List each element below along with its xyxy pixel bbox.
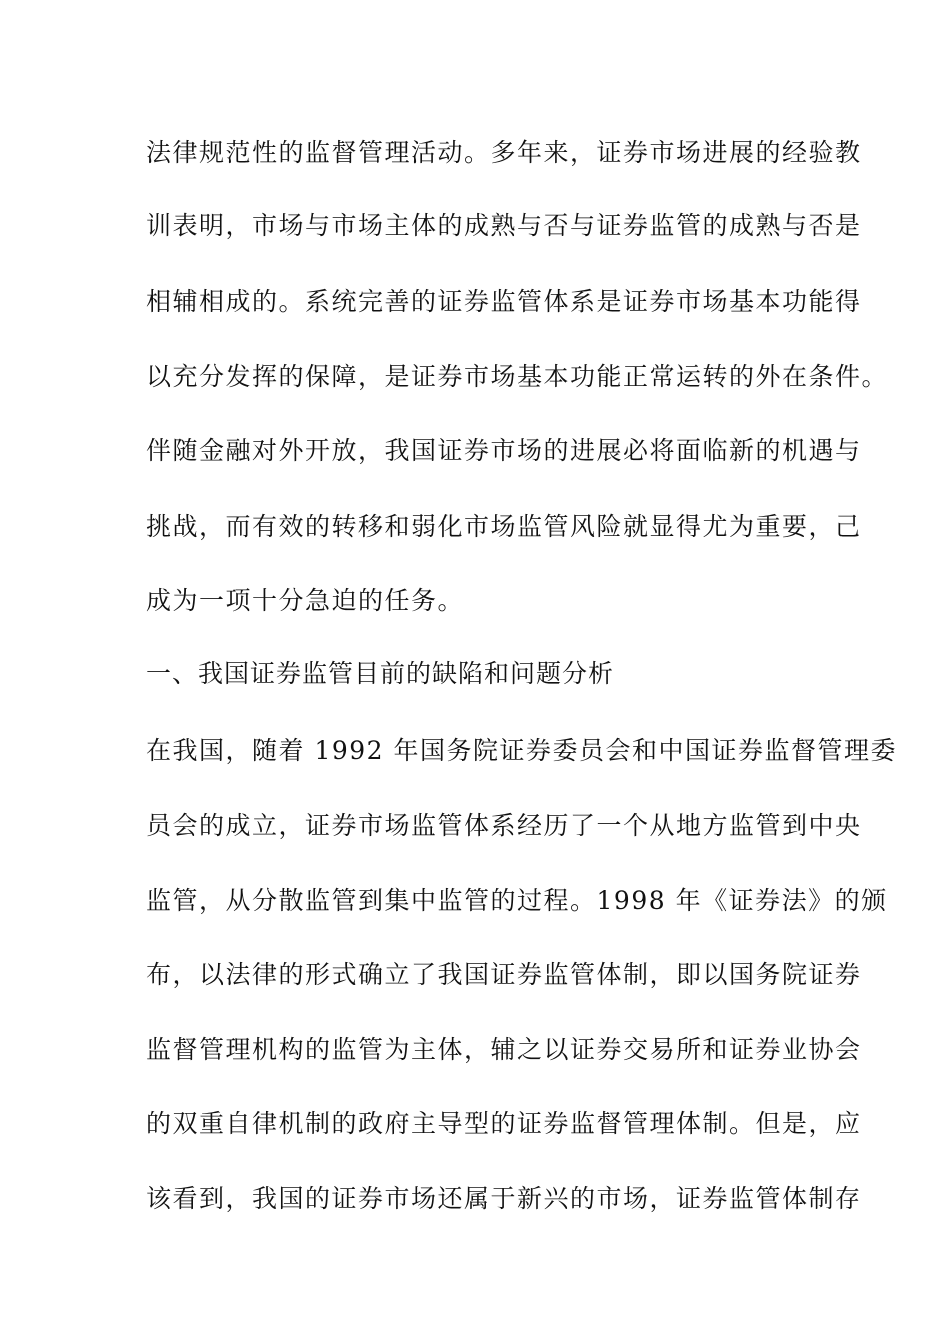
paragraph-line: 布，以法律的形式确立了我国证券监管体制，即以国务院证券 xyxy=(146,960,862,989)
paragraph-line: 伴随金融对外开放，我国证券市场的进展必将面临新的机遇与 xyxy=(146,436,862,465)
paragraph-line: 监管，从分散监管到集中监管的过程。1998 年《证券法》的颁 xyxy=(146,886,888,915)
paragraph-line: 的双重自律机制的政府主导型的证券监督管理体制。但是，应 xyxy=(146,1109,862,1138)
paragraph-line: 法律规范性的监督管理活动。多年来，证券市场进展的经验教 xyxy=(146,138,862,167)
section-heading: 一、我国证券监管目前的缺陷和问题分析 xyxy=(146,659,615,688)
paragraph-line: 挑战，而有效的转移和弱化市场监管风险就显得尤为重要，己 xyxy=(146,512,862,541)
paragraph-line: 以充分发挥的保障，是证券市场基本功能正常运转的外在条件。 xyxy=(146,362,889,391)
paragraph-line: 相辅相成的。系统完善的证券监管体系是证券市场基本功能得 xyxy=(146,287,862,316)
paragraph-line: 监督管理机构的监管为主体，辅之以证券交易所和证券业协会 xyxy=(146,1035,862,1064)
paragraph-line: 成为一项十分急迫的任务。 xyxy=(146,586,465,615)
paragraph-line: 训表明，市场与市场主体的成熟与否与证券监管的成熟与否是 xyxy=(146,211,862,240)
paragraph-line: 员会的成立，证券市场监管体系经历了一个从地方监管到中央 xyxy=(146,811,862,840)
paragraph-line: 在我国，随着 1992 年国务院证券委员会和中国证券监督管理委 xyxy=(146,736,898,765)
paragraph-line: 该看到，我国的证券市场还属于新兴的市场，证券监管体制存 xyxy=(146,1184,862,1213)
